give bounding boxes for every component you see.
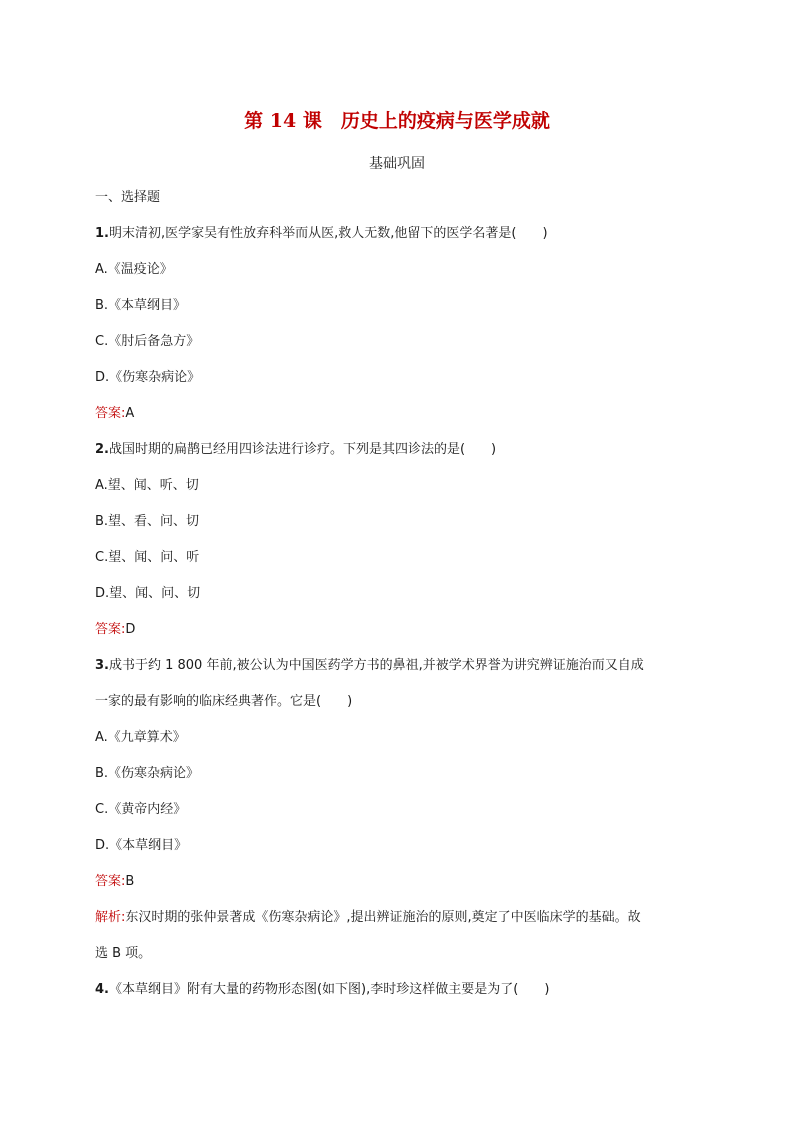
question-3-option-b: B.《伤寒杂病论》	[95, 766, 200, 781]
question-3-analysis-line-1	[95, 909, 641, 927]
question-1-stem	[95, 225, 548, 243]
question-3-option-d: D.《本草纲目》	[95, 838, 188, 853]
question-text: 明末清初,医学家吴有性放弃科举而从医,救人无数,他留下的医学名著是( )	[108, 226, 548, 241]
section-subtitle: 基础巩固	[369, 156, 425, 172]
question-3-option-a: A.《九章算术》	[95, 730, 186, 745]
section-heading: 一、选择题	[95, 190, 161, 205]
question-2-stem	[95, 441, 496, 459]
analysis-text: 东汉时期的张仲景著成《伤寒杂病论》,提出辨证施治的原则,奠定了中医临床学的基础。故	[125, 910, 641, 925]
question-2-option-a: A.望、闻、听、切	[95, 478, 199, 493]
answer-label: 答案:	[95, 406, 126, 421]
question-text: 战国时期的扁鹊已经用四诊法进行诊疗。下列是其四诊法的是( )	[108, 442, 497, 457]
question-2-option-d: D.望、闻、问、切	[95, 586, 201, 601]
question-3-stem-line-2: 一家的最有影响的临床经典著作。它是( )	[95, 694, 353, 709]
question-3-stem-line-1	[95, 657, 644, 675]
answer-value: D	[125, 622, 136, 637]
answer-label: 答案:	[95, 874, 126, 889]
question-1-option-a: A.《温疫论》	[95, 262, 173, 277]
question-4-stem	[95, 981, 549, 999]
question-number: 3.	[95, 658, 109, 673]
question-1-option-d: D.《伤寒杂病论》	[95, 370, 201, 385]
question-number: 4.	[95, 982, 109, 997]
lesson-title: 第 14 课 历史上的疫病与医学成就	[244, 110, 550, 132]
question-number: 2.	[95, 442, 109, 457]
answer-value: B	[125, 874, 135, 889]
question-1-option-c: C.《肘后备急方》	[95, 334, 200, 349]
analysis-label: 解析:	[95, 910, 126, 925]
question-2-option-c: C.望、闻、问、听	[95, 550, 200, 565]
question-3-option-c: C.《黄帝内经》	[95, 802, 187, 817]
question-1-answer	[95, 405, 134, 423]
question-number: 1.	[95, 226, 109, 241]
question-2-option-b: B.望、看、问、切	[95, 514, 200, 529]
answer-label: 答案:	[95, 622, 126, 637]
answer-value: A	[125, 406, 135, 421]
question-text: 《本草纲目》附有大量的药物形态图(如下图),李时珍这样做主要是为了( )	[108, 982, 550, 997]
question-1-option-b: B.《本草纲目》	[95, 298, 187, 313]
question-3-analysis-line-2: 选 B 项。	[95, 946, 152, 961]
question-2-answer	[95, 621, 135, 639]
question-3-answer	[95, 873, 134, 891]
question-text: 成书于约 1 800 年前,被公认为中国医药学方书的鼻祖,并被学术界誉为讲究辨证施治而又自成	[108, 658, 644, 673]
